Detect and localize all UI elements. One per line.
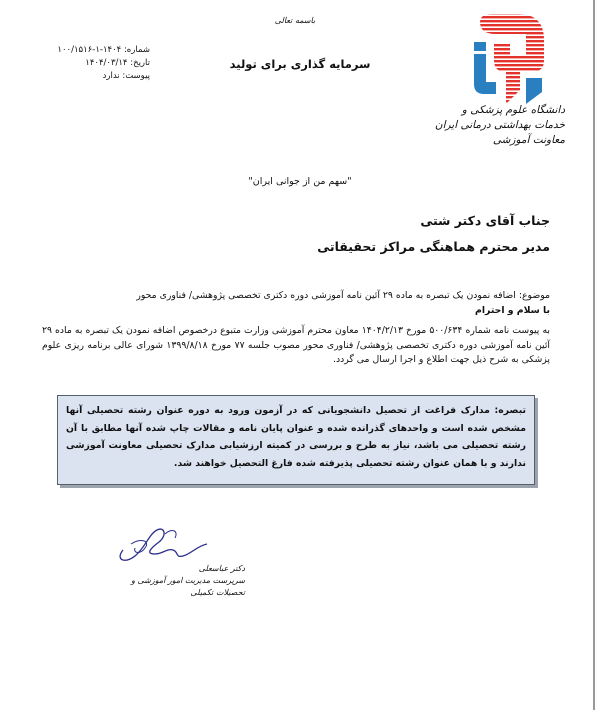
year-slogan: سرمایه گذاری برای تولید [229, 57, 371, 71]
note-box: تبصره: مدارک فراغت از تحصیل دانشجویانی که در آزمون ورود به دوره عنوان رشته تحصیلی آنها مشخص شده است و واحدهای گذرانده شده و عنوان پایان نامه و مقالات چاپ شده آنها مطابق با آن رشته تحصیلی می باشد، نیاز به طرح و بررسی در کمیته ارزشیابی مدارک تحصیلی معاونت آموزشی ندارند و با همان عنوان رشته تحصیلی پذیرفته شده فارغ التحصیل خواهند شد. [57, 395, 535, 485]
slogan-quote: "سهم من از جوانی ایران" [248, 176, 352, 187]
signatory [110, 563, 245, 599]
letter-subject: موضوع: اضافه نمودن یک تبصره به ماده ۲۹ آئین نامه آموزشی دوره دکتری تخصصی پژوهشی/ فناوری محور [136, 290, 550, 301]
letter-number-row [15, 44, 150, 57]
addressee [300, 208, 550, 260]
letter-greeting: با سلام و احترام [475, 304, 550, 316]
signatory-title: سرپرست مدیریت امور آموزشی و تحصیلات تکمیلی [131, 576, 245, 597]
letter-number-value: ۱۴۰۴-۱-۱۰۰/۱۵۱۶ [57, 45, 122, 55]
letter-number-label: شماره: [123, 45, 150, 55]
letter-date-row [15, 57, 150, 70]
university-name-line1: دانشگاه علوم پزشکی و خدمات بهداشتی درمانی ایران [434, 104, 565, 131]
university-name-line2: معاونت آموزشی [492, 134, 565, 146]
letter-date-value: ۱۴۰۴/۰۳/۱۴ [85, 58, 128, 68]
letter-paragraph: به پیوست نامه شماره ۵۰۰/۶۳۴ مورخ ۱۴۰۴/۲/۱۳ معاون محترم آموزشی وزارت متبوع درخصوص اضافه نمودن یک تبصره به ماده ۲۹ آئین نامه آموزشی دوره دکتری تخصصی پژوهشی/ فناوری محور مصوب جلسه ۷۷ مورخ ۱۳۹۹/۸/۱۸ شورای عالی برنامه ریزی علوم پزشکی به شرح ذیل جهت اطلاع و اجرا ارسال می گردد. [42, 325, 551, 365]
basmala: باسمه تعالی [274, 16, 316, 25]
letter-date-label: تاریخ: [130, 58, 150, 68]
addressee-name: جناب آقای دکتر شتی [420, 213, 550, 228]
university-logo-icon [470, 12, 555, 112]
signatory-name: دکتر عباسعلی [198, 564, 245, 573]
letter-meta [15, 44, 150, 83]
letter-body [42, 289, 550, 368]
university-name [430, 103, 565, 148]
addressee-title: مدیر محترم هماهنگی مراکز تحقیقاتی [317, 239, 550, 254]
letter-attachment: پیوست: ندارد [102, 71, 150, 81]
